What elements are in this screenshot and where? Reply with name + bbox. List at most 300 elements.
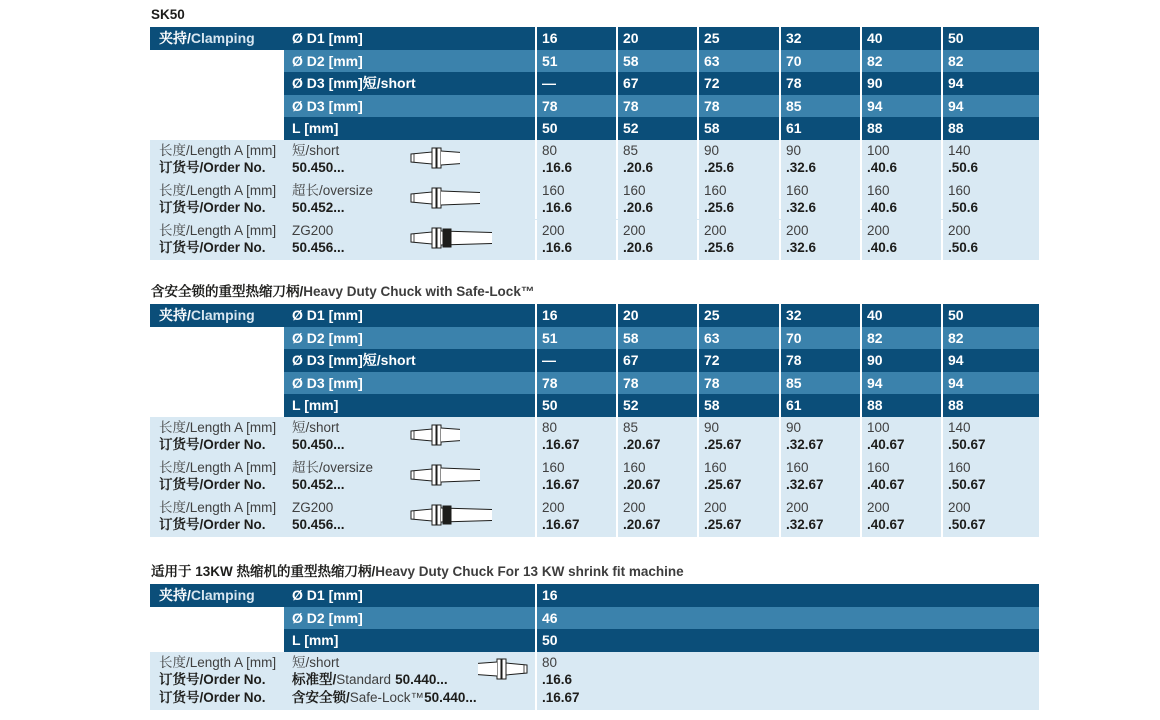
order-label-en: Order No. xyxy=(203,689,266,705)
order-row xyxy=(150,497,1039,537)
section-title xyxy=(151,7,185,22)
length-value: 200 xyxy=(542,222,565,238)
header-value: 94 xyxy=(941,349,1039,372)
order-code: .20.6 xyxy=(623,160,654,176)
type-cell xyxy=(284,140,535,180)
length-value: 200 xyxy=(867,499,890,515)
order-code: .20.6 xyxy=(623,240,654,256)
safe-lock-prefix: 50.440... xyxy=(424,689,477,705)
order-prefix: 50.450... xyxy=(292,437,345,453)
order-label xyxy=(159,239,284,257)
order-code: .20.6 xyxy=(623,200,654,216)
order-code: .20.67 xyxy=(623,437,661,453)
order-row xyxy=(150,140,1039,180)
order-code: .16.6 xyxy=(542,160,573,176)
header-value: 32 xyxy=(779,304,860,327)
order-label-en: Order No. xyxy=(203,200,266,216)
order-value-cell xyxy=(941,220,1039,260)
header-value: 50 xyxy=(941,27,1039,50)
order-code: .32.6 xyxy=(786,240,817,256)
param-label: Ø D1 [mm] xyxy=(284,584,535,607)
length-value: 90 xyxy=(786,419,802,435)
section-title-en: Heavy Duty Chuck with Safe-Lock™ xyxy=(303,284,535,299)
order-label-cn: 订货号/ xyxy=(159,517,204,533)
order-label-cn: 订货号/ xyxy=(159,200,204,216)
header-value: 70 xyxy=(779,50,860,73)
length-value: 90 xyxy=(786,142,802,158)
header-row xyxy=(150,372,1039,395)
order-prefix: 50.452... xyxy=(292,200,345,216)
order-code: .32.6 xyxy=(786,160,817,176)
section-title-en: Heavy Duty Chuck For 13 KW shrink fit machine xyxy=(375,564,684,579)
header-value: 82 xyxy=(860,327,941,350)
order-value-cell xyxy=(860,417,941,457)
order-row xyxy=(150,457,1039,497)
header-value: 63 xyxy=(697,50,779,73)
header-value: 63 xyxy=(697,327,779,350)
clamping-label-en: Clamping xyxy=(190,307,255,323)
length-label xyxy=(159,142,284,160)
order-label-en: Order No. xyxy=(203,672,266,688)
order-value-cell xyxy=(779,497,860,537)
param-label: Ø D3 [mm] xyxy=(284,95,535,118)
clamping-label-en: Clamping xyxy=(190,30,255,46)
length-label-cn: 长度/ xyxy=(159,499,190,515)
order-value-cell xyxy=(535,457,616,497)
length-label xyxy=(159,654,284,672)
order-value-cell xyxy=(779,220,860,260)
header-value: 94 xyxy=(860,95,941,118)
oversize-chuck-icon xyxy=(410,185,480,211)
order-code: .50.67 xyxy=(948,517,986,533)
header-value: 20 xyxy=(616,304,697,327)
section-title xyxy=(151,280,534,300)
type-cell xyxy=(284,652,535,710)
header-value: — xyxy=(535,72,616,95)
type-cell xyxy=(284,180,535,220)
header-value: 25 xyxy=(697,304,779,327)
param-label: Ø D3 [mm] xyxy=(284,372,535,395)
header-value: 72 xyxy=(697,349,779,372)
header-value: 16 xyxy=(535,584,1039,607)
order-row xyxy=(150,180,1039,220)
short-chuck-icon xyxy=(410,145,460,171)
length-label-en: Length A [mm] xyxy=(189,142,277,158)
length-value: 200 xyxy=(786,222,809,238)
order-label-en: Order No. xyxy=(203,437,266,453)
order-value-cell xyxy=(860,497,941,537)
clamping-label xyxy=(150,584,284,607)
order-value-cell xyxy=(697,497,779,537)
length-label xyxy=(159,419,284,437)
standard-label-en: Standard xyxy=(336,672,392,688)
order-value-cell xyxy=(535,497,616,537)
standard-prefix: 50.440... xyxy=(395,672,448,688)
length-label-en: Length A [mm] xyxy=(189,499,277,515)
length-value: 160 xyxy=(704,459,727,475)
length-label-en: Length A [mm] xyxy=(189,182,277,198)
row-labels xyxy=(150,652,284,710)
order-code: .40.67 xyxy=(867,517,905,533)
type-label-en: ZG200 xyxy=(292,499,334,515)
order-value-cell xyxy=(616,457,697,497)
length-value: 160 xyxy=(786,182,809,198)
order-label-cn: 订货号/ xyxy=(159,672,204,688)
section-title-cn: 适用于 13KW 热缩机的重型热缩刀柄/ xyxy=(151,564,376,579)
oversize-chuck-icon xyxy=(410,462,480,488)
header-value: 20 xyxy=(616,27,697,50)
order-label xyxy=(159,436,284,454)
header-value: 78 xyxy=(697,372,779,395)
clamping-label xyxy=(150,304,284,327)
header-value: 16 xyxy=(535,27,616,50)
order-code: .40.67 xyxy=(867,477,905,493)
header-value: 85 xyxy=(779,95,860,118)
header-value: 78 xyxy=(616,372,697,395)
header-value: 78 xyxy=(535,95,616,118)
order-row xyxy=(150,220,1039,260)
header-row xyxy=(150,349,1039,372)
order-code: .25.6 xyxy=(704,160,735,176)
spec-table xyxy=(150,27,1039,260)
row-labels xyxy=(150,457,284,497)
order-value-cell xyxy=(535,652,1039,710)
order-code: .25.6 xyxy=(704,200,735,216)
header-value: 94 xyxy=(860,372,941,395)
order-code: .40.6 xyxy=(867,160,898,176)
order-value-cell xyxy=(697,220,779,260)
length-value: 160 xyxy=(867,182,890,198)
header-row xyxy=(150,394,1039,417)
type-label-en: short xyxy=(309,142,340,158)
type-label-cn: 短/ xyxy=(292,419,310,435)
clamping-label-cn: 夹持/ xyxy=(159,307,191,323)
order-value-cell xyxy=(616,497,697,537)
type-label-en: ZG200 xyxy=(292,222,334,238)
header-row xyxy=(150,584,1039,607)
row-labels xyxy=(150,140,284,180)
header-value: 25 xyxy=(697,27,779,50)
header-value: 85 xyxy=(779,372,860,395)
header-value: 88 xyxy=(941,117,1039,140)
order-label-cn: 订货号/ xyxy=(159,477,204,493)
standard-label-cn: 标准型/ xyxy=(292,672,337,688)
order-label xyxy=(159,199,284,217)
order-value-cell xyxy=(697,417,779,457)
length-value: 80 xyxy=(542,142,558,158)
type-label-cn: 短/ xyxy=(292,142,310,158)
order-label xyxy=(159,516,284,534)
length-value: 160 xyxy=(704,182,727,198)
order-code: .16.6 xyxy=(542,200,573,216)
length-value: 100 xyxy=(867,142,890,158)
header-value: 78 xyxy=(779,72,860,95)
param-label: Ø D2 [mm] xyxy=(284,607,535,630)
header-row xyxy=(150,327,1039,350)
order-label-en: Order No. xyxy=(203,240,266,256)
chuck-icon-holder xyxy=(468,656,528,682)
order-value-cell xyxy=(779,180,860,220)
header-value: 50 xyxy=(941,304,1039,327)
order-code: .50.6 xyxy=(948,160,979,176)
clamping-label-cn: 夹持/ xyxy=(159,587,191,603)
header-value: 88 xyxy=(860,394,941,417)
header-value: 70 xyxy=(779,327,860,350)
safe-lock-order xyxy=(292,689,535,707)
short-chuck-icon xyxy=(410,422,460,448)
header-row xyxy=(150,72,1039,95)
length-value: 90 xyxy=(704,142,720,158)
row-labels xyxy=(150,220,284,260)
order-prefix: 50.452... xyxy=(292,477,345,493)
section-title-cn: SK50 xyxy=(151,7,185,22)
length-label-cn: 长度/ xyxy=(159,182,190,198)
length-label-en: Length A [mm] xyxy=(189,459,277,475)
header-value: 58 xyxy=(697,117,779,140)
order-label xyxy=(159,476,284,494)
order-value-cell xyxy=(860,457,941,497)
length-value: 160 xyxy=(623,459,646,475)
header-row xyxy=(150,607,1039,630)
length-label xyxy=(159,222,284,240)
header-value: 58 xyxy=(616,50,697,73)
order-label xyxy=(159,159,284,177)
param-label: Ø D3 [mm]短/short xyxy=(284,72,535,95)
length-value: 160 xyxy=(867,459,890,475)
order-label-en: Order No. xyxy=(203,517,266,533)
header-value: 52 xyxy=(616,117,697,140)
length-value: 140 xyxy=(948,419,971,435)
row-labels xyxy=(150,417,284,457)
length-label-cn: 长度/ xyxy=(159,419,190,435)
param-label: Ø D2 [mm] xyxy=(284,50,535,73)
header-value: 82 xyxy=(941,50,1039,73)
length-value: 200 xyxy=(623,222,646,238)
order-row xyxy=(150,652,1039,710)
header-value: 72 xyxy=(697,72,779,95)
order-code: .25.67 xyxy=(704,517,742,533)
header-row xyxy=(150,27,1039,50)
length-label-cn: 长度/ xyxy=(159,142,190,158)
order-code: .25.6 xyxy=(704,240,735,256)
clamping-label xyxy=(150,27,284,50)
length-value: 85 xyxy=(623,142,639,158)
header-value: 94 xyxy=(941,95,1039,118)
type-label-en: oversize xyxy=(322,459,374,475)
clamping-label-en: Clamping xyxy=(190,587,255,603)
length-value: 160 xyxy=(948,182,971,198)
order-code: .40.6 xyxy=(867,200,898,216)
param-label: Ø D1 [mm] xyxy=(284,27,535,50)
length-value: 100 xyxy=(867,419,890,435)
order-code-standard: .16.6 xyxy=(542,672,573,688)
order-label-cn: 订货号/ xyxy=(159,689,204,705)
safe-lock-label-en: Safe-Lock™ xyxy=(349,689,425,705)
length-value: 160 xyxy=(542,459,565,475)
row-labels xyxy=(150,180,284,220)
order-prefix: 50.456... xyxy=(292,517,345,533)
order-code: .16.67 xyxy=(542,477,580,493)
order-value-cell xyxy=(941,417,1039,457)
header-value: 16 xyxy=(535,304,616,327)
order-label-en: Order No. xyxy=(203,160,266,176)
header-value: 88 xyxy=(941,394,1039,417)
order-label-cn: 订货号/ xyxy=(159,437,204,453)
length-value: 90 xyxy=(704,419,720,435)
spec-table xyxy=(150,304,1039,537)
length-label xyxy=(159,499,284,517)
order-code: .16.67 xyxy=(542,437,580,453)
length-label-cn: 长度/ xyxy=(159,459,190,475)
header-value: 58 xyxy=(697,394,779,417)
type-label-cn: 短/ xyxy=(292,654,310,670)
order-code: .20.67 xyxy=(623,517,661,533)
order-value-cell xyxy=(535,417,616,457)
order-code: .16.67 xyxy=(542,517,580,533)
header-value: 61 xyxy=(779,394,860,417)
param-label: Ø D1 [mm] xyxy=(284,304,535,327)
header-value: 78 xyxy=(779,349,860,372)
header-row xyxy=(150,117,1039,140)
clamping-label-cn: 夹持/ xyxy=(159,30,191,46)
header-value: 51 xyxy=(535,50,616,73)
header-row xyxy=(150,304,1039,327)
type-cell xyxy=(284,497,535,537)
length-value: 85 xyxy=(623,419,639,435)
short-chuck-icon xyxy=(478,656,528,682)
header-value: 50 xyxy=(535,117,616,140)
order-code-safe-lock: .16.67 xyxy=(542,689,580,705)
header-value: 88 xyxy=(860,117,941,140)
order-value-cell xyxy=(860,220,941,260)
row-labels xyxy=(150,497,284,537)
length-value: 80 xyxy=(542,419,558,435)
order-label-cn: 订货号/ xyxy=(159,160,204,176)
order-prefix: 50.456... xyxy=(292,240,345,256)
order-value-cell xyxy=(941,457,1039,497)
order-value-cell xyxy=(860,140,941,180)
order-label-cn: 订货号/ xyxy=(159,240,204,256)
header-value: 94 xyxy=(941,72,1039,95)
header-row xyxy=(150,50,1039,73)
order-value-cell xyxy=(616,180,697,220)
param-label: L [mm] xyxy=(284,629,535,652)
section-title xyxy=(151,560,684,580)
order-code: .32.67 xyxy=(786,477,824,493)
order-value-cell xyxy=(697,457,779,497)
type-cell xyxy=(284,417,535,457)
header-value: 90 xyxy=(860,349,941,372)
order-value-cell xyxy=(941,140,1039,180)
order-code: .32.67 xyxy=(786,437,824,453)
header-value: 67 xyxy=(616,72,697,95)
length-label-cn: 长度/ xyxy=(159,222,190,238)
length-value: 200 xyxy=(786,499,809,515)
param-label: Ø D2 [mm] xyxy=(284,327,535,350)
header-value: 51 xyxy=(535,327,616,350)
header-value: 40 xyxy=(860,304,941,327)
length-label-en: Length A [mm] xyxy=(189,222,277,238)
order-value-cell xyxy=(616,220,697,260)
length-label-en: Length A [mm] xyxy=(189,654,277,670)
section-title-cn: 含安全锁的重型热缩刀柄/ xyxy=(151,284,304,299)
order-prefix: 50.450... xyxy=(292,160,345,176)
length-value: 200 xyxy=(948,499,971,515)
type-label-en: short xyxy=(309,419,340,435)
type-label-cn: 超长/ xyxy=(292,459,323,475)
zg200-chuck-icon xyxy=(410,502,492,528)
length-value: 200 xyxy=(948,222,971,238)
order-code: .32.67 xyxy=(786,517,824,533)
order-code: .32.6 xyxy=(786,200,817,216)
length-value: 160 xyxy=(542,182,565,198)
order-code: .50.6 xyxy=(948,240,979,256)
order-code: .50.6 xyxy=(948,200,979,216)
order-code: .16.6 xyxy=(542,240,573,256)
header-value: 58 xyxy=(616,327,697,350)
zg200-chuck-icon xyxy=(410,225,492,251)
order-value-cell xyxy=(860,180,941,220)
order-value-cell xyxy=(535,180,616,220)
length-value: 80 xyxy=(542,654,558,670)
length-label-en: Length A [mm] xyxy=(189,419,277,435)
header-value: 78 xyxy=(535,372,616,395)
header-row xyxy=(150,629,1039,652)
header-value: 90 xyxy=(860,72,941,95)
header-value: — xyxy=(535,349,616,372)
type-cell xyxy=(284,220,535,260)
param-label: L [mm] xyxy=(284,117,535,140)
order-code: .50.67 xyxy=(948,437,986,453)
order-value-cell xyxy=(616,140,697,180)
param-label: Ø D3 [mm]短/short xyxy=(284,349,535,372)
length-value: 160 xyxy=(623,182,646,198)
order-value-cell xyxy=(535,220,616,260)
length-value: 200 xyxy=(704,222,727,238)
length-value: 160 xyxy=(948,459,971,475)
header-value: 32 xyxy=(779,27,860,50)
header-value: 52 xyxy=(616,394,697,417)
order-value-cell xyxy=(941,180,1039,220)
type-label-cn: 超长/ xyxy=(292,182,323,198)
order-value-cell xyxy=(535,140,616,180)
param-label: L [mm] xyxy=(284,394,535,417)
header-value: 78 xyxy=(616,95,697,118)
header-value: 67 xyxy=(616,349,697,372)
length-value: 200 xyxy=(542,499,565,515)
header-value: 46 xyxy=(535,607,1039,630)
length-label-cn: 长度/ xyxy=(159,654,190,670)
type-cell xyxy=(284,457,535,497)
order-value-cell xyxy=(697,180,779,220)
length-label xyxy=(159,459,284,477)
order-label xyxy=(159,689,284,707)
length-label xyxy=(159,182,284,200)
order-value-cell xyxy=(941,497,1039,537)
order-code: .40.67 xyxy=(867,437,905,453)
safe-lock-label-cn: 含安全锁/ xyxy=(292,689,350,705)
length-value: 160 xyxy=(786,459,809,475)
length-value: 200 xyxy=(867,222,890,238)
order-code: .25.67 xyxy=(704,437,742,453)
length-value: 200 xyxy=(623,499,646,515)
order-value-cell xyxy=(779,140,860,180)
order-label-en: Order No. xyxy=(203,477,266,493)
type-label-en: short xyxy=(309,654,340,670)
header-value: 50 xyxy=(535,394,616,417)
header-value: 50 xyxy=(535,629,1039,652)
type-label-en: oversize xyxy=(322,182,374,198)
